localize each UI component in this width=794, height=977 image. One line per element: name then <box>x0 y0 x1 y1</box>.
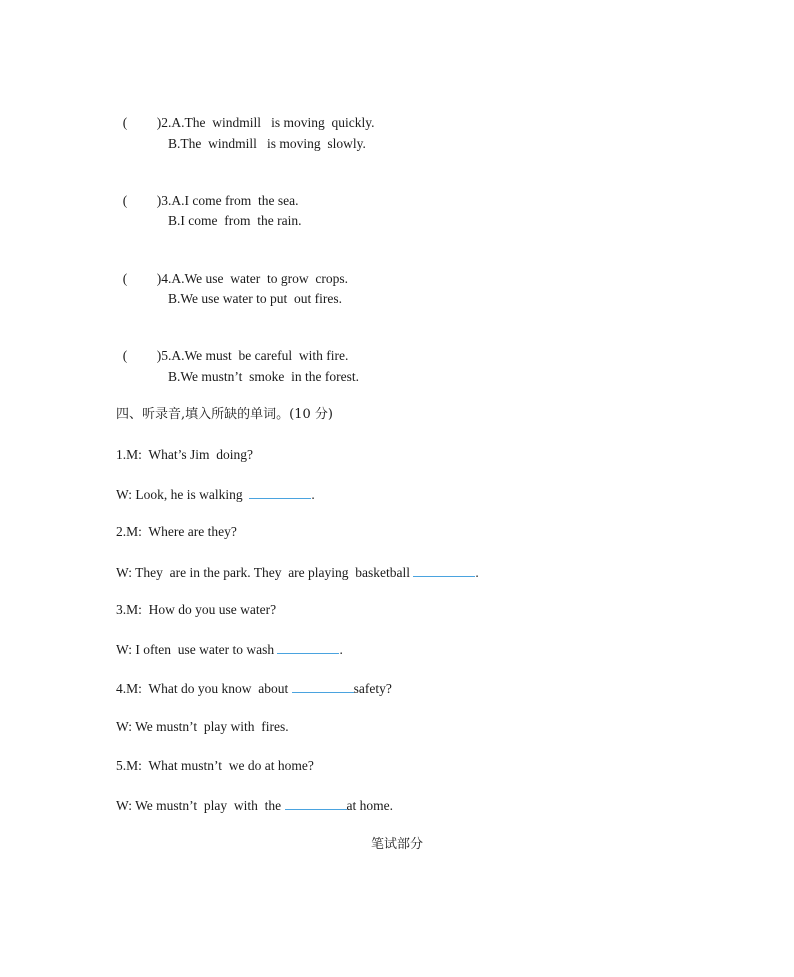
item-3-option-b: B.I come from the rain. <box>168 213 302 228</box>
dialog-5-w: W: We mustn’t play with the at home. <box>116 798 394 813</box>
item-4-option-b: B.We use water to put out fires. <box>168 291 342 306</box>
answer-blank[interactable] <box>277 640 339 654</box>
answer-paren: ( <box>122 348 128 363</box>
dialog-1-m: 1.M: What’s Jim doing? <box>116 447 253 462</box>
item-5-option-a: ( )5.A.We must be careful with fire. <box>122 348 349 363</box>
answer-blank[interactable] <box>249 485 311 499</box>
written-part-title: 笔试部分 <box>370 837 423 852</box>
dialog-1-w: W: Look, he is walking . <box>116 487 315 502</box>
dialog-2-w: W: They are in the park. They are playing basketball . <box>116 565 479 580</box>
section-heading: 四、听录音,填入所缺的单词。(10 分) <box>116 407 333 422</box>
item-5-option-b: B.We mustn’t smoke in the forest. <box>168 369 360 384</box>
answer-blank[interactable] <box>292 679 354 693</box>
dialog-4-m: 4.M: What do you know about safety? <box>116 681 392 696</box>
answer-paren: ( <box>122 193 128 208</box>
item-3-option-a: ( )3.A.I come from the sea. <box>122 193 299 208</box>
item-4-option-a: ( )4.A.We use water to grow crops. <box>122 271 348 286</box>
dialog-3-m: 3.M: How do you use water? <box>116 602 277 617</box>
item-2-option-a: ( )2.A.The windmill is moving quickly. <box>122 115 375 130</box>
dialog-4-w: W: We mustn’t play with fires. <box>116 719 289 734</box>
answer-paren: ( <box>122 115 128 130</box>
answer-blank[interactable] <box>413 563 475 577</box>
answer-paren: ( <box>122 271 128 286</box>
dialog-5-m: 5.M: What mustn’t we do at home? <box>116 758 314 773</box>
dialog-2-m: 2.M: Where are they? <box>116 524 237 539</box>
dialog-3-w: W: I often use water to wash . <box>116 642 343 657</box>
answer-blank[interactable] <box>285 796 347 810</box>
item-2-option-b: B.The windmill is moving slowly. <box>168 136 366 151</box>
